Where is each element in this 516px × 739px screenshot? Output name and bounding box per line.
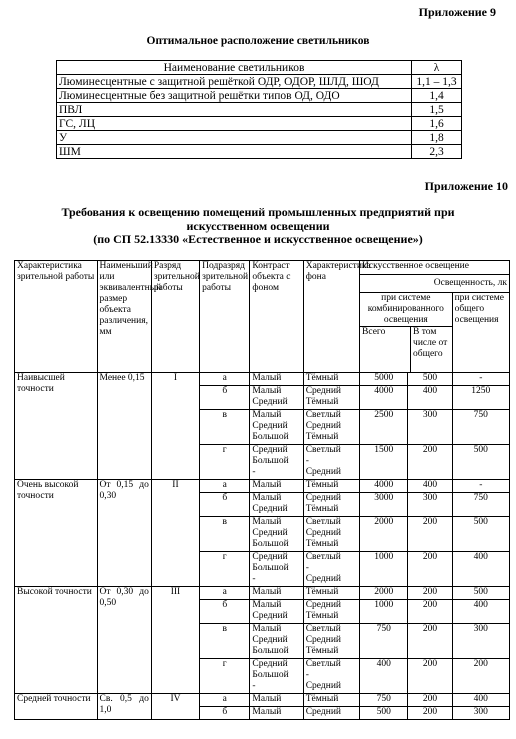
- contrast-value: Малый Средний: [250, 600, 303, 624]
- contrast-value: Малый: [250, 480, 303, 493]
- appendix-9-label: Приложение 9: [418, 5, 496, 19]
- luminaire-name: ГС, ЛЦ: [57, 117, 412, 131]
- work-subgrade: б: [200, 386, 250, 410]
- table-row: [15, 373, 510, 386]
- luminaire-name: У: [57, 131, 412, 145]
- illuminance-total: 5000: [360, 373, 408, 386]
- object-size: От 0,30 до 0,50: [97, 587, 151, 694]
- illuminance-total: 2500: [360, 410, 408, 445]
- header-luminaire-name: Наименование светильников: [57, 61, 412, 75]
- object-size: Менее 0,15: [97, 373, 151, 480]
- background-value: Средний: [303, 707, 359, 720]
- illuminance-general-system: 400: [452, 552, 509, 587]
- work-subgrade: г: [200, 659, 250, 694]
- table-row: [15, 587, 510, 600]
- illuminance-total: 400: [360, 659, 408, 694]
- work-subgrade: г: [200, 445, 250, 480]
- background-value: Светлый Средний Тёмный: [303, 624, 359, 659]
- illuminance-general-system: 1250: [452, 386, 509, 410]
- header-general-system: при системе общего освещения: [452, 293, 509, 373]
- header-work-grade: Разряд зрительной работы: [151, 261, 199, 373]
- contrast-value: Малый Средний: [250, 493, 303, 517]
- table-row: [57, 117, 462, 131]
- luminaire-table: [56, 60, 462, 159]
- background-value: Средний Тёмный: [303, 493, 359, 517]
- background-value: Светлый - Средний: [303, 552, 359, 587]
- luminaire-name: Люминесцентные с защитной решёткой ОДР, ОДОР, ШЛД, ШОД: [57, 75, 412, 89]
- work-subgrade: г: [200, 552, 250, 587]
- contrast-value: Малый: [250, 587, 303, 600]
- work-grade: I: [151, 373, 199, 480]
- illuminance-total: 750: [360, 624, 408, 659]
- work-subgrade: а: [200, 587, 250, 600]
- work-grade: II: [151, 480, 199, 587]
- header-object-size: Наименьший или эквивалентный размер объекта различения, мм: [97, 261, 151, 373]
- lambda-value: 1,5: [412, 103, 462, 117]
- contrast-value: Малый Средний Большой: [250, 624, 303, 659]
- illuminance-general-system: 400: [452, 600, 509, 624]
- work-grade: IV: [151, 694, 199, 720]
- contrast-value: Малый: [250, 373, 303, 386]
- illuminance-general-system: 300: [452, 624, 509, 659]
- illuminance-from-general: 200: [408, 659, 452, 694]
- illuminance-from-general: 400: [408, 480, 452, 493]
- header-from-general: В том числе от общего: [413, 327, 448, 359]
- background-value: Тёмный: [303, 587, 359, 600]
- luminaire-name: ШМ: [57, 145, 412, 159]
- appendix-10-label: Приложение 10: [424, 179, 508, 193]
- illuminance-general-system: 400: [452, 694, 509, 707]
- table-row: [57, 131, 462, 145]
- illuminance-from-general: 200: [408, 517, 452, 552]
- illuminance-general-system: 500: [452, 587, 509, 600]
- illuminance-total: 3000: [360, 493, 408, 517]
- contrast-value: Средний Большой -: [250, 445, 303, 480]
- background-value: Светлый Средний Тёмный: [303, 517, 359, 552]
- illuminance-total: 1000: [360, 552, 408, 587]
- header-illuminance: Освещенность, лк: [360, 275, 510, 293]
- table-row: [57, 103, 462, 117]
- header-total: Всего: [360, 327, 411, 372]
- luminaire-name: ПВЛ: [57, 103, 412, 117]
- table-row: [57, 75, 462, 89]
- illuminance-total: 2000: [360, 517, 408, 552]
- illuminance-total: 500: [360, 707, 408, 720]
- contrast-value: Малый Средний: [250, 386, 303, 410]
- header-background: Характеристика фона: [303, 261, 359, 373]
- work-subgrade: а: [200, 480, 250, 493]
- illuminance-from-general: 300: [408, 493, 452, 517]
- work-characteristic: Наивысшей точности: [15, 373, 98, 480]
- work-subgrade: б: [200, 600, 250, 624]
- object-size: От 0,15 до 0,30: [97, 480, 151, 587]
- illuminance-from-general: 400: [408, 386, 452, 410]
- illuminance-from-general: 200: [408, 445, 452, 480]
- illuminance-general-system: -: [452, 373, 509, 386]
- illuminance-from-general: 200: [408, 624, 452, 659]
- contrast-value: Малый Средний Большой: [250, 410, 303, 445]
- table-header-row: [57, 61, 462, 75]
- illuminance-general-system: 750: [452, 410, 509, 445]
- background-value: Средний Тёмный: [303, 600, 359, 624]
- header-artificial-lighting: Искусственное освещение: [360, 261, 510, 275]
- contrast-value: Средний Большой -: [250, 659, 303, 694]
- background-value: Тёмный: [303, 694, 359, 707]
- table-row: [15, 480, 510, 493]
- table-row: [57, 89, 462, 103]
- background-value: Светлый - Средний: [303, 445, 359, 480]
- illuminance-from-general: 300: [408, 410, 452, 445]
- illuminance-general-system: 750: [452, 493, 509, 517]
- appendix-9-title: Оптимальное расположение светильников: [146, 35, 370, 47]
- title-line-1: Требования к освещению помещений промышленных предприятий при: [61, 205, 455, 219]
- contrast-value: Малый: [250, 694, 303, 707]
- illuminance-general-system: 500: [452, 517, 509, 552]
- contrast-value: Малый: [250, 707, 303, 720]
- header-work-characteristic: Характеристика зрительной работы: [15, 261, 98, 373]
- background-value: Светлый Средний Тёмный: [303, 410, 359, 445]
- illuminance-from-general: 200: [408, 694, 452, 707]
- illuminance-from-general: 200: [408, 587, 452, 600]
- illuminance-general-system: 500: [452, 445, 509, 480]
- illuminance-general-system: -: [452, 480, 509, 493]
- illuminance-total: 750: [360, 694, 408, 707]
- work-characteristic: Высокой точности: [15, 587, 98, 694]
- work-grade: III: [151, 587, 199, 694]
- illuminance-from-general: 200: [408, 552, 452, 587]
- luminaire-name: Люминесцентные без защитной решётки типов ОД, ОДО: [57, 89, 412, 103]
- work-subgrade: а: [200, 373, 250, 386]
- header-lambda: λ: [412, 61, 462, 75]
- table-row: [57, 145, 462, 159]
- table-row: [15, 694, 510, 707]
- work-characteristic: Средней точности: [15, 694, 98, 720]
- contrast-value: Средний Большой -: [250, 552, 303, 587]
- header-work-subgrade: Подразряд зрительной работы: [200, 261, 250, 373]
- contrast-value: Малый Средний Большой: [250, 517, 303, 552]
- illuminance-from-general: 200: [408, 707, 452, 720]
- lambda-value: 1,8: [412, 131, 462, 145]
- illuminance-total: 1000: [360, 600, 408, 624]
- work-characteristic: Очень высокой точности: [15, 480, 98, 587]
- background-value: Светлый - Средний: [303, 659, 359, 694]
- lambda-value: 1,1 – 1,3: [412, 75, 462, 89]
- appendix-10-title: [0, 206, 516, 247]
- background-value: Тёмный: [303, 373, 359, 386]
- title-line-2: искусственном освещении: [186, 218, 330, 233]
- header-combined-label: при системе комбинированного освещения: [360, 293, 452, 327]
- illuminance-total: 4000: [360, 480, 408, 493]
- title-line-3: (по СП 52.13330 «Естественное и искусственное освещение»): [93, 232, 423, 246]
- illuminance-total: 2000: [360, 587, 408, 600]
- background-value: Тёмный: [303, 480, 359, 493]
- lighting-requirements-table: [14, 260, 510, 720]
- work-subgrade: б: [200, 493, 250, 517]
- illuminance-from-general: 200: [408, 600, 452, 624]
- header-contrast: Контраст объекта с фоном: [250, 261, 303, 373]
- illuminance-general-system: 200: [452, 659, 509, 694]
- lambda-value: 1,6: [412, 117, 462, 131]
- work-subgrade: в: [200, 517, 250, 552]
- work-subgrade: в: [200, 410, 250, 445]
- header-combined-system: [360, 293, 453, 373]
- work-subgrade: в: [200, 624, 250, 659]
- illuminance-from-general: 500: [408, 373, 452, 386]
- lambda-value: 1,4: [412, 89, 462, 103]
- work-subgrade: а: [200, 694, 250, 707]
- background-value: Средний Тёмный: [303, 386, 359, 410]
- illuminance-total: 1500: [360, 445, 408, 480]
- illuminance-general-system: 300: [452, 707, 509, 720]
- illuminance-total: 4000: [360, 386, 408, 410]
- work-subgrade: б: [200, 707, 250, 720]
- lambda-value: 2,3: [412, 145, 462, 159]
- object-size: Св. 0,5 до 1,0: [97, 694, 151, 720]
